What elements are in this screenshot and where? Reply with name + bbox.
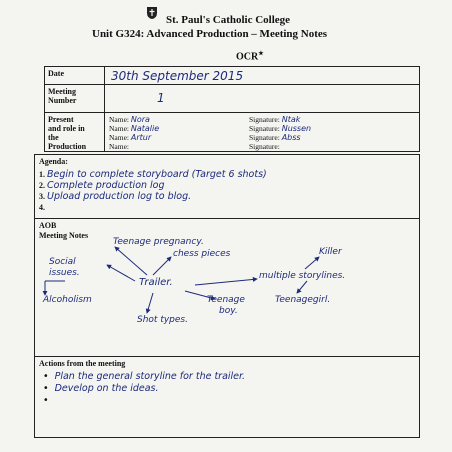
node-teenage-boy-line-2: boy. xyxy=(219,306,238,316)
node-shot-types: Shot types. xyxy=(137,315,188,325)
present-label xyxy=(45,113,105,151)
signature-prefix: Signature: xyxy=(249,142,280,151)
ocr-star-icon: ★ xyxy=(258,51,264,57)
meeting-number-row xyxy=(45,85,419,113)
unit-title: Unit G324: Advanced Production – Meeting Notes xyxy=(92,28,328,40)
meeting-label-line: Meeting xyxy=(48,87,76,96)
member-name-value: Natalie xyxy=(130,124,160,133)
present-label-line-2: and role in xyxy=(48,124,85,133)
agenda-item-number: 2. xyxy=(39,181,45,190)
node-killer: Killer xyxy=(319,247,342,257)
name-prefix: Name: xyxy=(109,142,129,151)
action-item-3 xyxy=(43,395,55,406)
member-signature-value: Nussen xyxy=(281,124,312,133)
agenda-item-2 xyxy=(39,180,165,191)
number-label-line: Number xyxy=(48,96,77,105)
present-label-line-4: Production xyxy=(48,142,87,151)
agenda-item-3 xyxy=(39,191,191,202)
bullet-icon: • xyxy=(43,395,49,406)
signature-prefix: Signature: xyxy=(249,133,280,142)
meeting-notes-label: Meeting Notes xyxy=(39,231,89,240)
node-chess-pieces: chess pieces xyxy=(173,249,231,259)
node-teenage-pregnancy: Teenage pregnancy. xyxy=(113,237,204,247)
meeting-info-table xyxy=(44,66,420,152)
action-item-2 xyxy=(43,383,159,394)
agenda-item-1 xyxy=(39,169,267,180)
arrow-to-social-issues xyxy=(107,265,135,281)
ocr-text: OCR xyxy=(236,51,259,63)
name-prefix: Name: xyxy=(109,124,129,133)
college-name: St. Paul's Catholic College xyxy=(166,14,291,26)
mind-map-arrows xyxy=(35,219,419,357)
node-teenage-girl: Teenagegirl. xyxy=(275,295,331,305)
member-name-value: Artur xyxy=(130,133,152,142)
arrow-to-multiple-storylines xyxy=(195,279,257,285)
aob-label: AOB xyxy=(39,221,57,230)
agenda-item-4 xyxy=(39,202,45,213)
date-value: 30th September 2015 xyxy=(111,69,244,83)
member-signature-value: Abss xyxy=(281,133,301,142)
agenda-section xyxy=(34,154,420,219)
agenda-item-text: Begin to complete storyboard (Target 6 shots) xyxy=(47,169,267,180)
date-row xyxy=(45,67,419,85)
agenda-label: Agenda: xyxy=(39,157,68,166)
name-prefix: Name: xyxy=(109,133,129,142)
agenda-item-number: 3. xyxy=(39,192,45,201)
member-name-3 xyxy=(109,133,151,142)
node-multiple-storylines: multiple storylines. xyxy=(259,271,346,281)
member-signature-1 xyxy=(249,115,300,124)
arrow-to-teenage-girl xyxy=(297,281,307,293)
signature-prefix: Signature: xyxy=(249,115,280,124)
ocr-logo xyxy=(236,50,264,62)
action-item-1 xyxy=(43,371,245,382)
present-label-line-3: the xyxy=(48,133,59,142)
arrow-to-killer xyxy=(305,257,319,269)
present-label-line-1: Present xyxy=(48,115,74,124)
meeting-number-label xyxy=(45,85,105,112)
signature-prefix: Signature: xyxy=(249,124,280,133)
node-social-issues-line-2: issues. xyxy=(49,268,80,278)
actions-section xyxy=(34,356,420,438)
arrow-to-shot-types xyxy=(147,293,153,313)
date-label: Date xyxy=(45,67,105,84)
agenda-item-number: 4. xyxy=(39,203,45,212)
node-teenage-boy-line-1: Teenage xyxy=(207,295,245,305)
agenda-item-text: Complete production log xyxy=(47,180,165,191)
agenda-item-text: Upload production log to blog. xyxy=(47,191,192,202)
bullet-icon: • xyxy=(43,371,49,382)
arrow-to-teenage-pregnancy xyxy=(115,247,147,275)
member-name-2 xyxy=(109,124,159,133)
bullet-icon: • xyxy=(43,383,49,394)
node-trailer-center: Trailer. xyxy=(139,277,173,288)
meeting-number-value: 1 xyxy=(157,91,165,105)
actions-label: Actions from the meeting xyxy=(39,359,126,368)
agenda-item-number: 1. xyxy=(39,170,45,179)
action-item-text: Plan the general storyline for the trailer. xyxy=(54,371,246,382)
name-prefix: Name: xyxy=(109,115,129,124)
member-signature-2 xyxy=(249,124,311,133)
meeting-notes-section xyxy=(34,218,420,357)
college-crest-icon xyxy=(146,6,158,20)
member-name-4 xyxy=(109,142,129,151)
node-alcoholism: Alcoholism xyxy=(43,295,92,305)
member-name-1 xyxy=(109,115,150,124)
member-name-value: Nora xyxy=(130,115,150,124)
arrow-to-chess-pieces xyxy=(153,257,171,275)
member-signature-3 xyxy=(249,133,301,142)
present-row xyxy=(45,113,419,151)
action-item-text: Develop on the ideas. xyxy=(54,383,159,394)
member-signature-4 xyxy=(249,142,280,151)
member-signature-value: Ntak xyxy=(281,115,301,124)
node-social-issues-line-1: Social xyxy=(49,257,76,267)
